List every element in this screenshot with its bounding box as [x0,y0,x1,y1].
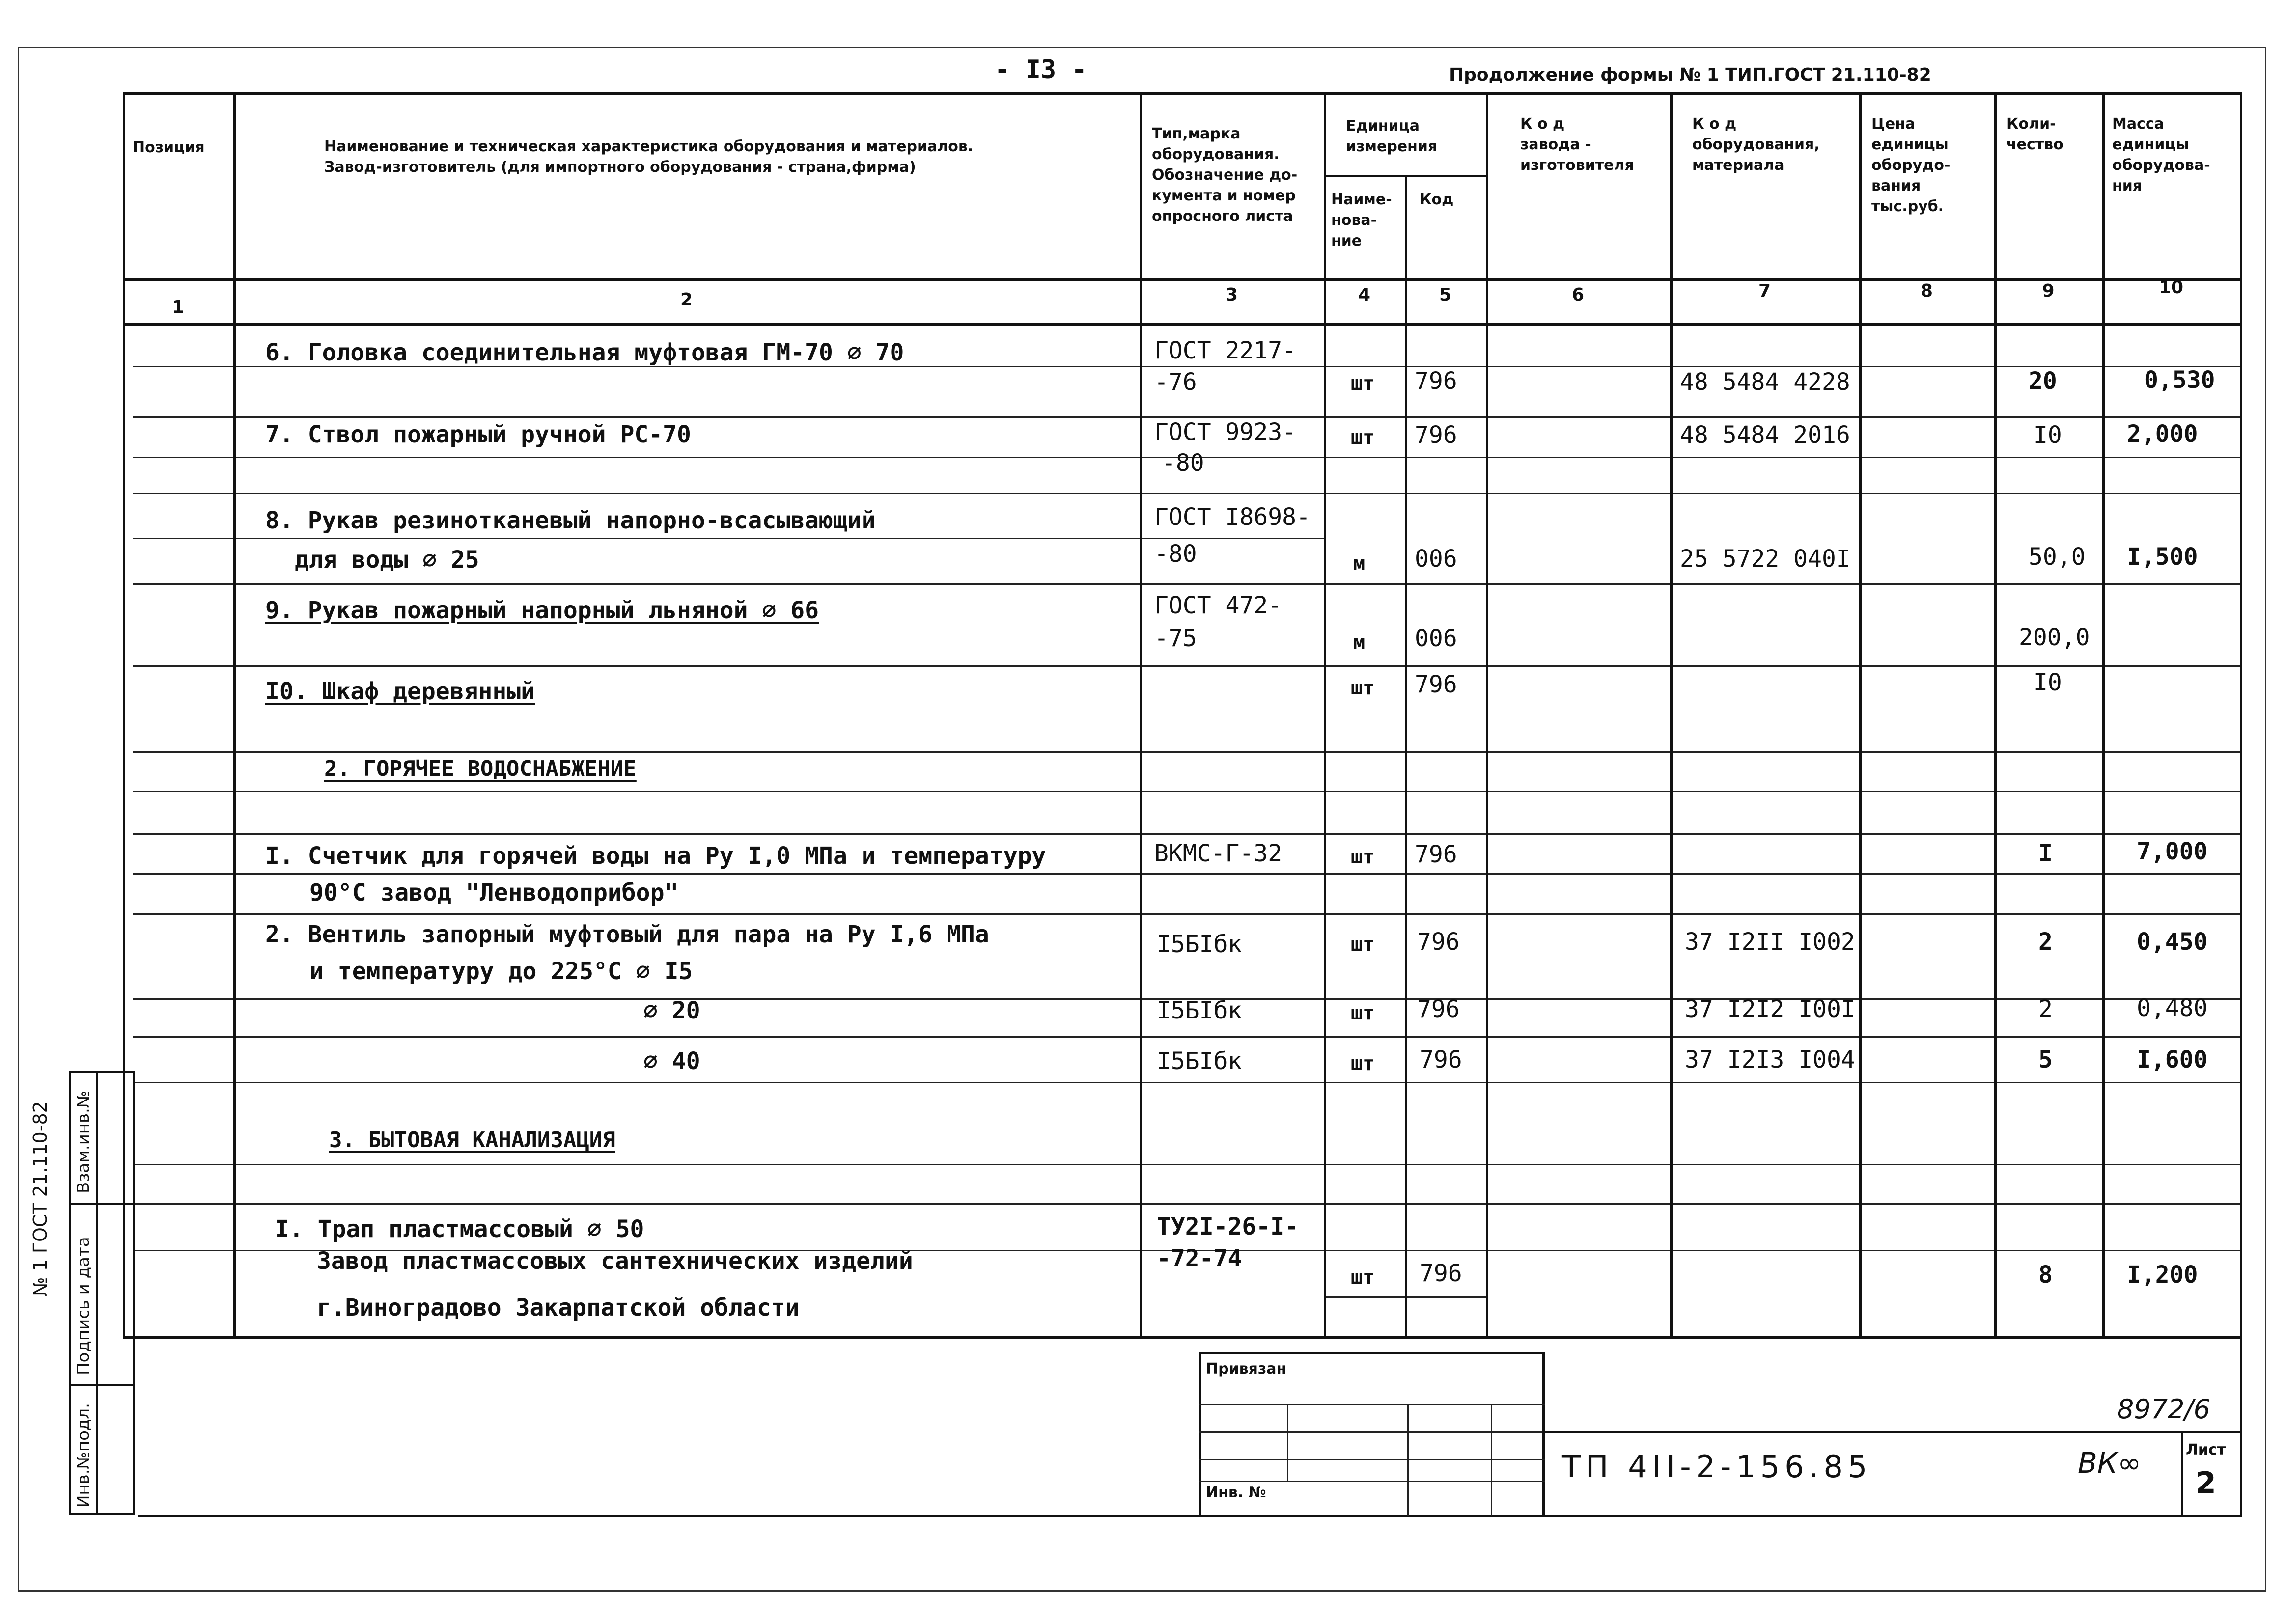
item-name: 7. Ствол пожарный ручной РС-70 [265,421,691,448]
item-mass: 0,450 [2137,928,2208,956]
column-number: 6 [1571,285,1585,305]
item-unit-code: 796 [1415,671,1457,698]
header-name: Наименование и техническая характеристика оборудования и материалов. Завод-изготовитель (для импортного оборудования - страна,фирма) [324,138,974,176]
column-number: 5 [1439,285,1452,305]
item-type: -72-74 [1157,1245,1242,1272]
document-number: 8972/6 [2117,1394,2210,1425]
margin-replaced-inv: Взам.инв.№ [74,1090,93,1193]
item-unit-code: 796 [1417,995,1460,1023]
item-unit: шт [1351,1002,1375,1024]
item-type: ГОСТ 2217- [1154,337,1296,364]
item-name: I. Трап пластмассовый ∅ 50 [275,1215,644,1243]
item-name: и температуру до 225°С ∅ I5 [309,958,693,985]
item-mass: 0,530 [2144,366,2215,394]
item-unit: м [1353,631,1366,654]
column-number: 10 [2158,277,2184,298]
item-unit-code: 796 [1415,421,1457,449]
item-equipment-code: 48 5484 2016 [1680,421,1850,449]
header-equipment-code: К о д оборудования, материала [1692,115,1820,174]
drawing-mark: ВК∞ [2078,1446,2142,1480]
item-type: -75 [1154,625,1197,652]
sheet-number: 2 [2196,1466,2216,1500]
header-position: Позиция [133,139,205,156]
item-equipment-code: 37 I2I3 I004 [1685,1046,1855,1073]
item-unit-code: 796 [1415,841,1457,868]
header-unit-name: Наиме- нова- ние [1331,191,1392,249]
section-title: 2. ГОРЯЧЕЕ ВОДОСНАБЖЕНИЕ [324,756,637,781]
item-name: 9. Рукав пожарный напорный льняной ∅ 66 [265,597,819,624]
privyazan-label: Привязан [1206,1360,1287,1377]
item-quantity: 50,0 [2029,543,2086,571]
item-unit: м [1353,552,1366,575]
column-number: 2 [680,290,693,310]
header-type: Тип,марка оборудования. Обозначение до- кумента и номер опросного листа [1152,125,1298,225]
header-mass: Масса единицы оборудова- ния [2112,115,2210,194]
header-quantity: Коли- чество [2007,115,2063,153]
item-unit-code: 796 [1415,367,1457,395]
item-equipment-code: 37 I2II I002 [1685,928,1855,956]
item-quantity: 2 [2038,995,2053,1023]
item-type: -80 [1162,449,1204,477]
item-mass: 2,000 [2127,420,2198,448]
item-type: I5БIбк [1157,1047,1242,1075]
item-unit: шт [1351,846,1375,868]
item-quantity: 5 [2038,1046,2053,1073]
item-type: ВКМС-Г-32 [1154,840,1282,867]
sheet-label: Лист [2186,1441,2226,1459]
item-equipment-code: 48 5484 4228 [1680,368,1850,396]
inv-number-label: Инв. № [1206,1484,1266,1501]
item-unit: шт [1351,933,1375,956]
item-type: I5БIбк [1157,997,1242,1024]
item-name: ∅ 40 [643,1047,700,1075]
item-quantity: 200,0 [2019,624,2090,651]
header-unit-group: Единица измерения [1346,117,1438,155]
item-mass: I,200 [2127,1261,2198,1289]
item-unit-code: 006 [1415,625,1457,652]
item-name: 8. Рукав резинотканевый напорно-всасывающий [265,507,876,534]
item-name: ∅ 20 [643,997,700,1024]
item-unit: шт [1351,1052,1375,1075]
column-number: 4 [1358,285,1371,305]
column-number: 1 [171,297,185,317]
column-number: 9 [2042,281,2055,301]
column-number: 3 [1225,285,1238,305]
page-number: - I3 - [995,55,1087,84]
item-unit: шт [1351,677,1375,699]
item-unit-code: 796 [1420,1046,1462,1073]
column-number: 8 [1920,281,1933,301]
item-type: ГОСТ 472- [1154,592,1282,619]
item-unit: шт [1351,426,1375,449]
item-unit: шт [1351,372,1375,395]
continuation-label: Продолжение формы № 1 ТИП.ГОСТ 21.110-82 [1449,65,1931,85]
margin-inv-original: Инв.№подл. [74,1403,93,1508]
item-type: I5БIбк [1157,931,1242,958]
column-number: 7 [1758,281,1771,301]
header-factory-code: К о д завода - изготовителя [1520,115,1634,174]
item-mass: I,600 [2137,1046,2208,1073]
item-quantity: 2 [2038,928,2053,956]
item-unit-code: 796 [1420,1260,1462,1287]
item-name: Завод пластмассовых сантехнических изделий [317,1247,913,1275]
item-name: г.Виноградово Закарпатской области [317,1294,800,1321]
item-equipment-code: 37 I2I2 I00I [1685,995,1855,1023]
item-mass: I,500 [2127,543,2198,571]
item-name: 90°С завод "Ленводоприбор" [309,879,679,907]
item-quantity: I0 [2034,669,2062,696]
item-type: ГОСТ I8698- [1154,503,1310,531]
section-title: 3. БЫТОВАЯ КАНАЛИЗАЦИЯ [329,1128,615,1153]
item-quantity: I [2038,840,2053,867]
item-unit-code: 006 [1415,545,1457,573]
item-mass: 0,480 [2137,994,2208,1022]
item-name: 2. Вентиль запорный муфтовый для пара на Ру I,6 МПа [265,921,989,948]
item-name: для воды ∅ 25 [295,546,479,574]
item-type: -80 [1154,540,1197,568]
item-quantity: 8 [2038,1261,2053,1289]
margin-signature-date: Подпись и дата [74,1237,93,1375]
item-unit-code: 796 [1417,928,1460,956]
item-name: 6. Головка соединительная муфтовая ГМ-70 ∅ 70 [265,339,904,366]
header-price: Цена единицы оборудо- вания тыс.руб. [1871,115,1951,215]
item-unit: шт [1351,1266,1375,1289]
item-name: I0. Шкаф деревянный [265,678,535,705]
item-quantity: I0 [2034,421,2062,449]
margin-outside-text: № 1 ГОСТ 21.110-82 [29,1101,51,1296]
item-equipment-code: 25 5722 040I [1680,545,1850,573]
item-type: ГОСТ 9923- [1154,418,1296,446]
item-mass: 7,000 [2137,838,2208,865]
item-quantity: 20 [2029,367,2057,395]
item-name: I. Счетчик для горячей воды на Ру I,0 МПа и температуру [265,842,1046,870]
header-unit-code: Код [1420,191,1454,208]
project-code: ТП 4II-2-156.85 [1562,1449,1872,1485]
item-type: -76 [1154,368,1197,396]
item-type: ТУ2I-26-I- [1157,1213,1299,1240]
